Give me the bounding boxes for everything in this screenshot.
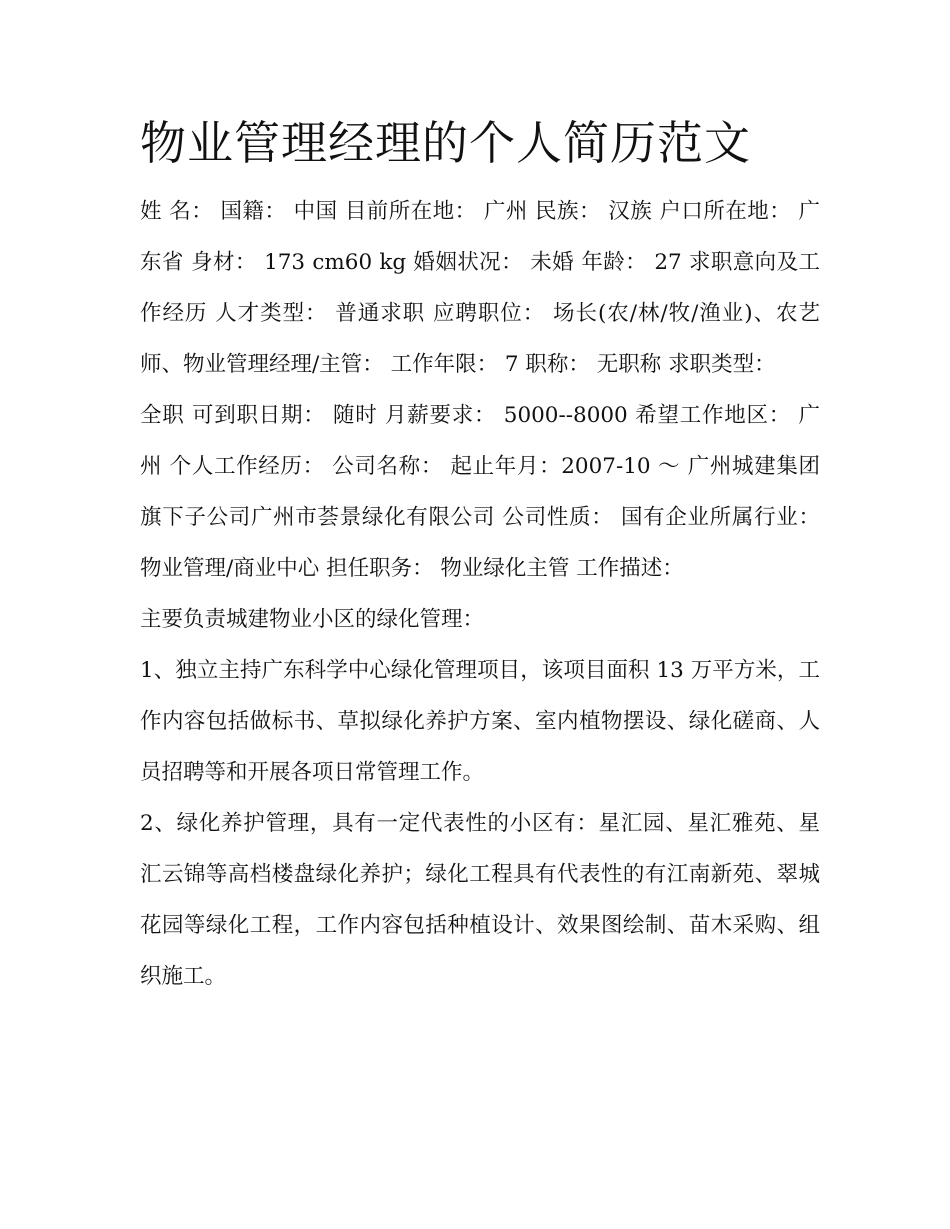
paragraph-item-2: 2、绿化养护管理，具有一定代表性的小区有：星汇园、星汇雅苑、星汇云锦等高档楼盘绿化养护；绿化工程具有代表性的有江南新苑、翠城花园等绿化工程，工作内容包括种植设计、效果图绘制、苗木采购、组织施工。 — [140, 811, 820, 989]
paragraph-main-duty: 主要负责城建物业小区的绿化管理： — [140, 607, 485, 632]
paragraph-item-1: 1、独立主持广东科学中心绿化管理项目，该项目面积 13 万平方米，工作内容包括做标书、草拟绿化养护方案、室内植物摆设、绿化磋商、人员招聘等和开展各项日常管理工作。 — [140, 658, 820, 785]
paragraph-work-experience: 全职 可到职日期： 随时 月薪要求： 5000--8000 希望工作地区： 广州 个人工作经历： 公司名称： 起止年月：2007-10 ～ 广州城建集团旗下子公司广州市荟景绿化有限公司 公司性质： 国有企业所属行业：物业管理/商业中心 担任职务： 物业绿化主管 工作描述： — [140, 403, 820, 581]
document-title: 物业管理经理的个人简历范文 — [140, 116, 751, 170]
paragraph-personal-info: 姓 名： 国籍： 中国 目前所在地： 广州 民族： 汉族 户口所在地： 广东省 身材： 173 cm60 kg 婚姻状况： 未婚 年龄： 27 求职意向及工作经历 人才类型： 普通求职 应聘职位： 场长(农/林/牧/渔业)、农艺师、物业管理经理/主管： 工作年限： 7 职称： 无职称 求职类型： — [140, 199, 820, 377]
document-page — [140, 110, 820, 1002]
